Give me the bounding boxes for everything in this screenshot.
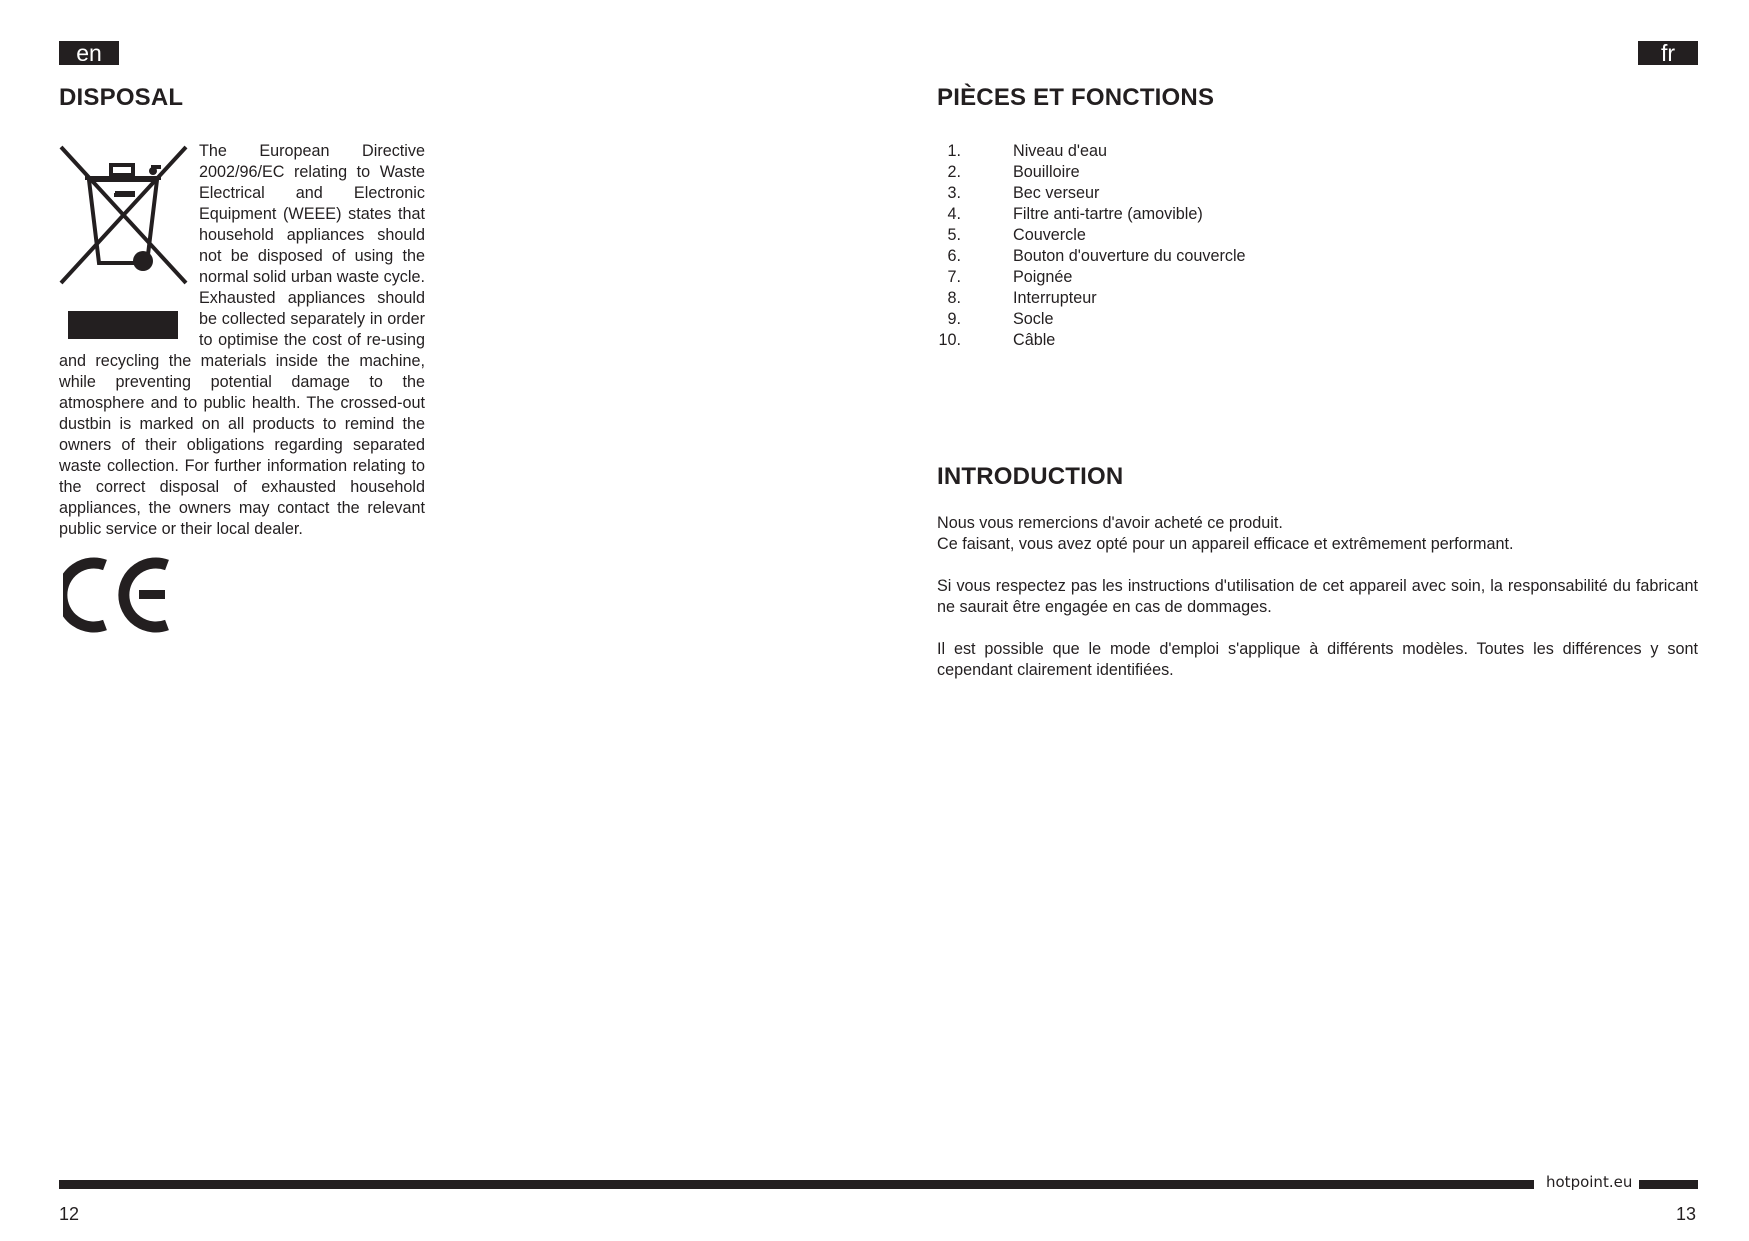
introduction-body [937,513,1698,702]
page-number-left: 12 [59,1204,80,1224]
language-tag-fr: fr [1638,41,1698,65]
ce-mark-icon [63,555,173,635]
language-tag-en: en [59,41,119,65]
footer-rule [59,1180,1534,1189]
introduction-heading: INTRODUCTION [937,463,1124,490]
page-number-right: 13 [1676,1204,1697,1224]
intro-paragraph-3: Il est possible que le mode d'emploi s'applique à différents modèles. Toutes les différences y sont cependant clairement identifiées. [937,640,1698,679]
disposal-paragraph: The European Directive 2002/96/EC relating to Waste Electrical and Electronic Equipment (WEEE) states that household appliances should not be disposed of using the normal solid urban waste cycle. Exhausted appliances should be collected separately in order to optimise the cost of re-using and recycling the materials inside the machine, while preventing potential damage to the atmosphere and to public health. The crossed-out dustbin is marked on all products to remind the owners of their obligations regarding separated waste collection. For further information relating to the correct disposal of exhausted household appliances, the owners may contact the relevant public service or their local dealer. [59,142,425,538]
pieces-heading: PIÈCES ET FONCTIONS [937,84,1215,111]
intro-paragraph-1: Nous vous remercions d'avoir acheté ce produit. Ce faisant, vous avez opté pour un appareil efficace et extrêmement performant. [937,514,1514,553]
disposal-heading: DISPOSAL [59,84,184,111]
brand-url: hotpoint.eu [1546,1173,1633,1191]
intro-paragraph-2: Si vous respectez pas les instructions d'utilisation de cet appareil avec soin, la responsabilité du fabricant ne saurait être engagée en cas de dommages. [937,577,1698,616]
footer-rule-end [1639,1180,1698,1189]
